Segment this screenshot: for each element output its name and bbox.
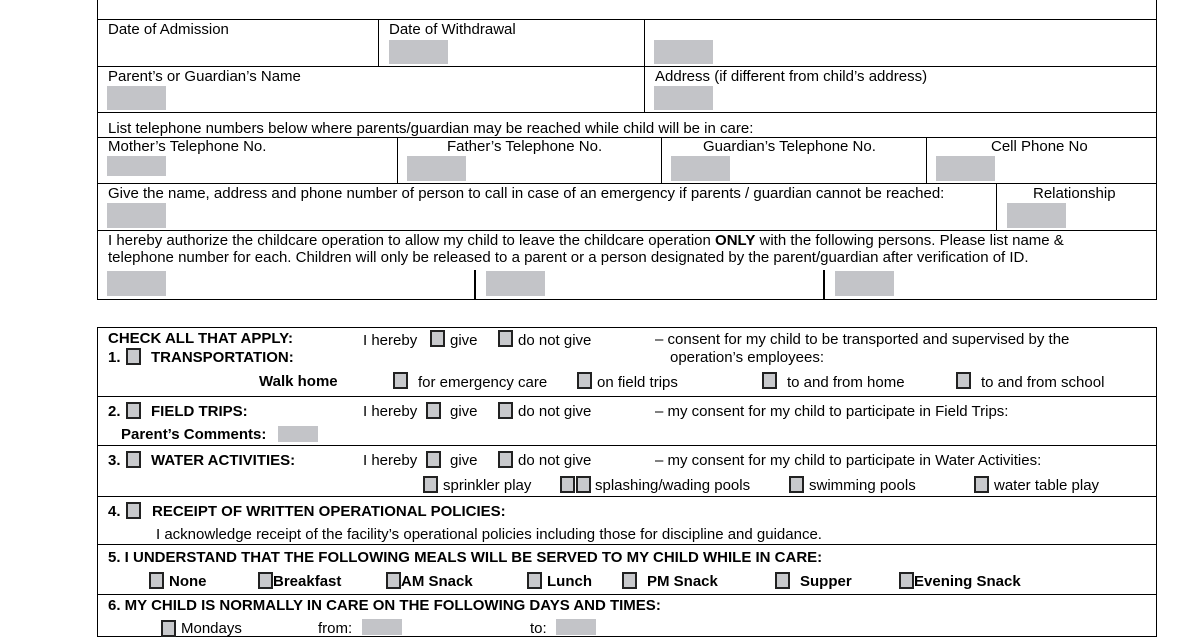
authorized-person-field-2[interactable] (486, 271, 545, 296)
col-divider (474, 270, 476, 300)
to-from-school-label: to and from school (981, 374, 1105, 391)
phone-intro-text: List telephone numbers below where parents/guardian may be reached while child will be in care: (108, 120, 754, 137)
meals-title: 5. I UNDERSTAND THAT THE FOLLOWING MEALS WILL BE SERVED TO MY CHILD WHILE IN CARE: (108, 549, 823, 566)
col-divider (661, 137, 662, 183)
transport-do-not-give-label: do not give (518, 332, 592, 349)
row-divider (97, 594, 1157, 595)
meal-none-checkbox[interactable] (149, 572, 164, 589)
mondays-label: Mondays (181, 620, 242, 637)
receipt-number: 4. (108, 503, 121, 520)
relationship-label: Relationship (1033, 185, 1116, 202)
to-from-home-checkbox[interactable] (762, 372, 777, 389)
water-checkbox[interactable] (126, 451, 141, 468)
date-of-withdrawal-label: Date of Withdrawal (389, 21, 516, 38)
water-consent: – my consent for my child to participate in Water Activities: (655, 452, 1042, 469)
transport-hereby: I hereby (363, 332, 418, 349)
guardian-phone-label: Guardian’s Telephone No. (703, 138, 876, 155)
col-divider (996, 183, 997, 230)
swimming-label: swimming pools (809, 477, 916, 494)
parent-name-field[interactable] (107, 86, 166, 110)
receipt-title: RECEIPT OF WRITTEN OPERATIONAL POLICIES: (152, 503, 506, 520)
authorize-text-line1 (108, 232, 1064, 249)
check-all-heading: CHECK ALL THAT APPLY: (108, 330, 294, 347)
col-divider (378, 19, 379, 66)
field-trips-do-not-give-label: do not give (518, 403, 592, 420)
receipt-checkbox[interactable] (126, 502, 141, 519)
meal-supper-checkbox[interactable] (775, 572, 790, 589)
water-number: 3. (108, 452, 121, 469)
on-field-trips-label: on field trips (597, 374, 678, 391)
relationship-field[interactable] (1007, 203, 1066, 228)
water-table-label: water table play (994, 477, 1100, 494)
authorize-text-b: with the following persons. Please list name & (755, 232, 1064, 249)
water-hereby: I hereby (363, 452, 418, 469)
to-from-home-label: to and from home (787, 374, 905, 391)
meal-lunch-checkbox[interactable] (527, 572, 542, 589)
emergency-label: Give the name, address and phone number of person to call in case of an emergency if parents / guardian cannot be reached: (108, 185, 945, 202)
row-divider (97, 544, 1157, 545)
row-divider (97, 396, 1157, 397)
water-do-not-give-label: do not give (518, 452, 592, 469)
cell-phone-field[interactable] (936, 156, 995, 181)
row-divider (97, 112, 1157, 113)
parents-comments-field[interactable] (278, 426, 318, 442)
mondays-from-field[interactable] (362, 619, 402, 635)
col-divider (397, 137, 398, 183)
cell-phone-label: Cell Phone No (991, 138, 1088, 155)
emergency-care-label: for emergency care (418, 374, 548, 391)
field-trips-hereby: I hereby (363, 403, 418, 420)
address-label: Address (if different from child’s address) (655, 68, 928, 85)
father-phone-label: Father’s Telephone No. (447, 138, 603, 155)
sprinkler-checkbox[interactable] (423, 476, 438, 493)
guardian-phone-field[interactable] (671, 156, 730, 181)
transport-checkbox[interactable] (126, 348, 141, 365)
field-trips-title: FIELD TRIPS: (151, 403, 248, 420)
water-give-label: give (450, 452, 478, 469)
row-divider (97, 66, 1157, 67)
col-divider (823, 270, 825, 300)
meal-evening-snack-label: Evening Snack (914, 573, 1021, 590)
field-trips-consent: – my consent for my child to participate in Field Trips: (655, 403, 1009, 420)
field-trips-do-not-give-checkbox[interactable] (498, 402, 513, 419)
mondays-to-field[interactable] (556, 619, 596, 635)
meal-lunch-label: Lunch (547, 573, 592, 590)
transport-consent-line2: operation’s employees: (670, 349, 824, 366)
meal-none-label: None (169, 573, 207, 590)
mondays-checkbox[interactable] (161, 620, 176, 637)
meal-am-snack-label: AM Snack (401, 573, 473, 590)
transport-title: TRANSPORTATION: (151, 349, 294, 366)
row-divider (97, 496, 1157, 497)
field-trips-walk-checkbox[interactable] (577, 372, 592, 389)
sprinkler-label: sprinkler play (443, 477, 532, 494)
date-of-admission-label: Date of Admission (108, 21, 229, 38)
meal-breakfast-label: Breakfast (273, 573, 342, 590)
row-divider (97, 183, 1157, 184)
meal-breakfast-checkbox[interactable] (258, 572, 273, 589)
from-label: from: (318, 620, 353, 637)
meal-pm-snack-checkbox[interactable] (622, 572, 637, 589)
father-phone-field[interactable] (407, 156, 466, 181)
water-title: WATER ACTIVITIES: (151, 452, 296, 469)
field-trips-checkbox[interactable] (126, 402, 141, 419)
transport-do-not-give-checkbox[interactable] (498, 330, 513, 347)
emergency-field[interactable] (107, 203, 166, 228)
field-trips-give-checkbox[interactable] (426, 402, 441, 419)
authorized-person-field-3[interactable] (835, 271, 894, 296)
meal-supper-label: Supper (800, 573, 852, 590)
field-trips-give-label: give (450, 403, 478, 420)
field-trips-number: 2. (108, 403, 121, 420)
authorize-only: ONLY (715, 232, 756, 249)
transport-consent-line1: – consent for my child to be transported and supervised by the (655, 331, 1070, 348)
splashing-label: splashing/wading pools (595, 477, 751, 494)
transport-give-checkbox[interactable] (430, 330, 445, 347)
authorized-person-field-1[interactable] (107, 271, 166, 296)
to-label: to: (530, 620, 547, 637)
authorize-text-line2: telephone number for each. Children will only be released to a parent or a person designated by the parent/guardian after verification of ID. (108, 249, 1029, 266)
transport-give-label: give (450, 332, 478, 349)
emergency-care-checkbox[interactable] (393, 372, 408, 389)
walk-home-label: Walk home (259, 373, 338, 390)
water-give-checkbox[interactable] (426, 451, 441, 468)
col-divider (926, 137, 927, 183)
date-of-withdrawal-field[interactable] (389, 40, 448, 64)
swimming-checkbox[interactable] (789, 476, 804, 493)
meal-evening-snack-checkbox[interactable] (899, 572, 914, 589)
mother-phone-label: Mother’s Telephone No. (108, 138, 267, 155)
splashing-checkbox-a[interactable] (560, 476, 575, 493)
mother-phone-field[interactable] (107, 156, 166, 176)
authorize-text-a: I hereby authorize the childcare operation to allow my child to leave the childcare operation (108, 232, 716, 249)
address-field[interactable] (654, 86, 713, 110)
meal-pm-snack-label: PM Snack (647, 573, 718, 590)
receipt-text: I acknowledge receipt of the facility’s operational policies including those for discipline and guidance. (156, 526, 822, 543)
top-right-field[interactable] (654, 40, 713, 64)
to-from-school-checkbox[interactable] (956, 372, 971, 389)
meal-am-snack-checkbox[interactable] (386, 572, 401, 589)
days-title: 6. MY CHILD IS NORMALLY IN CARE ON THE FOLLOWING DAYS AND TIMES: (108, 597, 661, 614)
water-table-checkbox[interactable] (974, 476, 989, 493)
transport-number: 1. (108, 349, 121, 366)
row-divider (97, 230, 1157, 231)
parent-name-label: Parent’s or Guardian’s Name (108, 68, 301, 85)
splashing-checkbox-b[interactable] (576, 476, 591, 493)
parents-comments-label: Parent’s Comments: (121, 426, 267, 443)
row-divider (97, 19, 1157, 20)
col-divider (644, 19, 645, 112)
row-divider (97, 445, 1157, 446)
water-do-not-give-checkbox[interactable] (498, 451, 513, 468)
